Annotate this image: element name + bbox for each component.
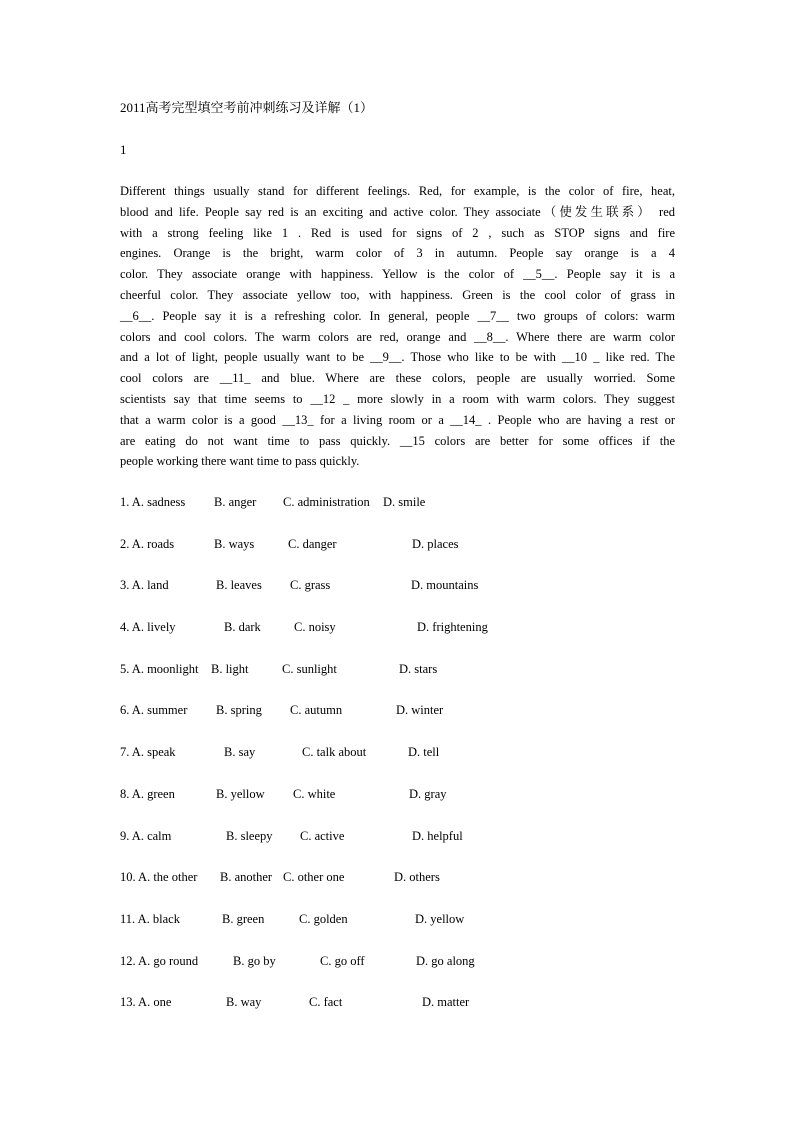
option-row [120, 910, 675, 952]
option-b: B. spring [216, 703, 262, 718]
option-c: C. danger [288, 536, 337, 551]
option-row [120, 493, 675, 535]
option-a: 2. A. roads [120, 536, 175, 551]
option-d: D. tell [408, 745, 440, 760]
option-b: B. another [220, 870, 273, 885]
option-row [120, 618, 675, 660]
option-a: 1. A. sadness [120, 495, 186, 509]
option-c: C. white [293, 786, 336, 801]
option-a: 7. A. speak [120, 745, 176, 760]
passage-line: cool colors are __11_ and blue. Where are these colors, people are usually worried. Some [120, 371, 675, 386]
option-b: B. say [224, 745, 256, 760]
passage-line: Different things usually stand for different feelings. Red, for example, is the color of fire, heat, [120, 184, 675, 198]
option-c: C. noisy [294, 620, 336, 635]
section-number: 1 [120, 142, 127, 157]
option-d: D. stars [399, 661, 438, 676]
option-b: B. green [222, 911, 265, 926]
option-b: B. dark [224, 620, 261, 635]
passage-line: people working there want time to pass quickly. [120, 454, 360, 469]
option-c: C. fact [309, 995, 343, 1010]
option-row [120, 785, 675, 827]
option-c: C. autumn [290, 703, 343, 718]
passage-line: cheerful color. They associate yellow too, with happiness. Green is the cool color of grass in [120, 287, 675, 302]
option-d: D. frightening [417, 620, 488, 635]
option-b: B. light [211, 661, 249, 676]
option-d: D. go along [416, 953, 475, 968]
option-a: 5. A. moonlight [120, 661, 199, 676]
option-c: C. golden [299, 911, 348, 926]
option-a: 13. A. one [120, 995, 172, 1010]
option-c: C. talk about [302, 745, 367, 760]
option-d: D. winter [396, 703, 444, 718]
option-d: D. matter [422, 995, 470, 1010]
passage-line: blood and life. People say red is an exciting and active color. They associate（使发生联系） red [120, 204, 675, 219]
option-d: D. yellow [415, 911, 465, 926]
passage-line: engines. Orange is the bright, warm color of 3 in autumn. People say orange is a 4 [120, 246, 675, 261]
document-title: 2011高考完型填空考前冲刺练习及详解（1） [120, 100, 374, 115]
passage-line: __6__. People say it is a refreshing color. In general, people __7__ two groups of colors: warm [120, 308, 675, 323]
option-row [120, 952, 675, 994]
option-d: D. others [394, 870, 440, 885]
option-row [120, 576, 675, 618]
option-row [120, 535, 675, 577]
passage-line: that a warm color is a good __13_ for a living room or a __14_ . People who are having a rest or [120, 412, 675, 427]
option-b: B. way [226, 995, 262, 1010]
option-a: 11. A. black [120, 911, 180, 926]
option-c: C. other one [283, 870, 345, 885]
option-a: 9. A. calm [120, 828, 172, 843]
option-c: C. grass [290, 578, 331, 593]
passage-line: colors and cool colors. The warm colors are red, orange and __8__. Where there are warm color [120, 329, 675, 344]
option-row [120, 827, 675, 869]
option-a: 4. A. lively [120, 620, 176, 635]
passage-line: scientists say that time seems to __12 _ more slowly in a room with warm colors. They suggest [120, 391, 675, 406]
option-row [120, 660, 675, 702]
passage-text [120, 181, 675, 472]
option-d: D. gray [409, 786, 447, 801]
option-b: B. sleepy [226, 828, 273, 843]
option-c: C. go off [320, 953, 365, 968]
option-d: D. smile [383, 495, 426, 509]
option-b: B. yellow [216, 786, 265, 801]
passage-line: color. They associate orange with happiness. Yellow is the color of __5__. People say it is a [120, 267, 675, 282]
option-b: B. anger [214, 495, 257, 509]
option-d: D. helpful [412, 828, 463, 843]
passage-line: with a strong feeling like 1 . Red is used for signs of 2 , such as STOP signs and fire [120, 225, 675, 240]
option-a: 3. A. land [120, 578, 169, 593]
option-a: 10. A. the other [120, 870, 198, 885]
option-b: B. ways [214, 536, 255, 551]
answer-options [120, 493, 675, 1035]
option-row [120, 701, 675, 743]
option-b: B. leaves [216, 578, 262, 593]
option-c: C. active [300, 828, 345, 843]
option-row [120, 743, 675, 785]
option-c: C. administration [283, 495, 370, 509]
option-a: 6. A. summer [120, 703, 188, 718]
passage-line: are eating do not want time to pass quickly. __15 colors are better for some offices if the [120, 433, 675, 448]
option-row [120, 868, 675, 910]
option-d: D. places [412, 536, 459, 551]
option-b: B. go by [233, 953, 276, 968]
option-a: 8. A. green [120, 786, 175, 801]
option-d: D. mountains [411, 578, 479, 593]
option-a: 12. A. go round [120, 953, 199, 968]
option-row [120, 993, 675, 1035]
passage-line: and a lot of light, people usually want to be __9__. Those who like to be with __10 _ like red. The [120, 350, 675, 365]
option-c: C. sunlight [282, 661, 337, 676]
